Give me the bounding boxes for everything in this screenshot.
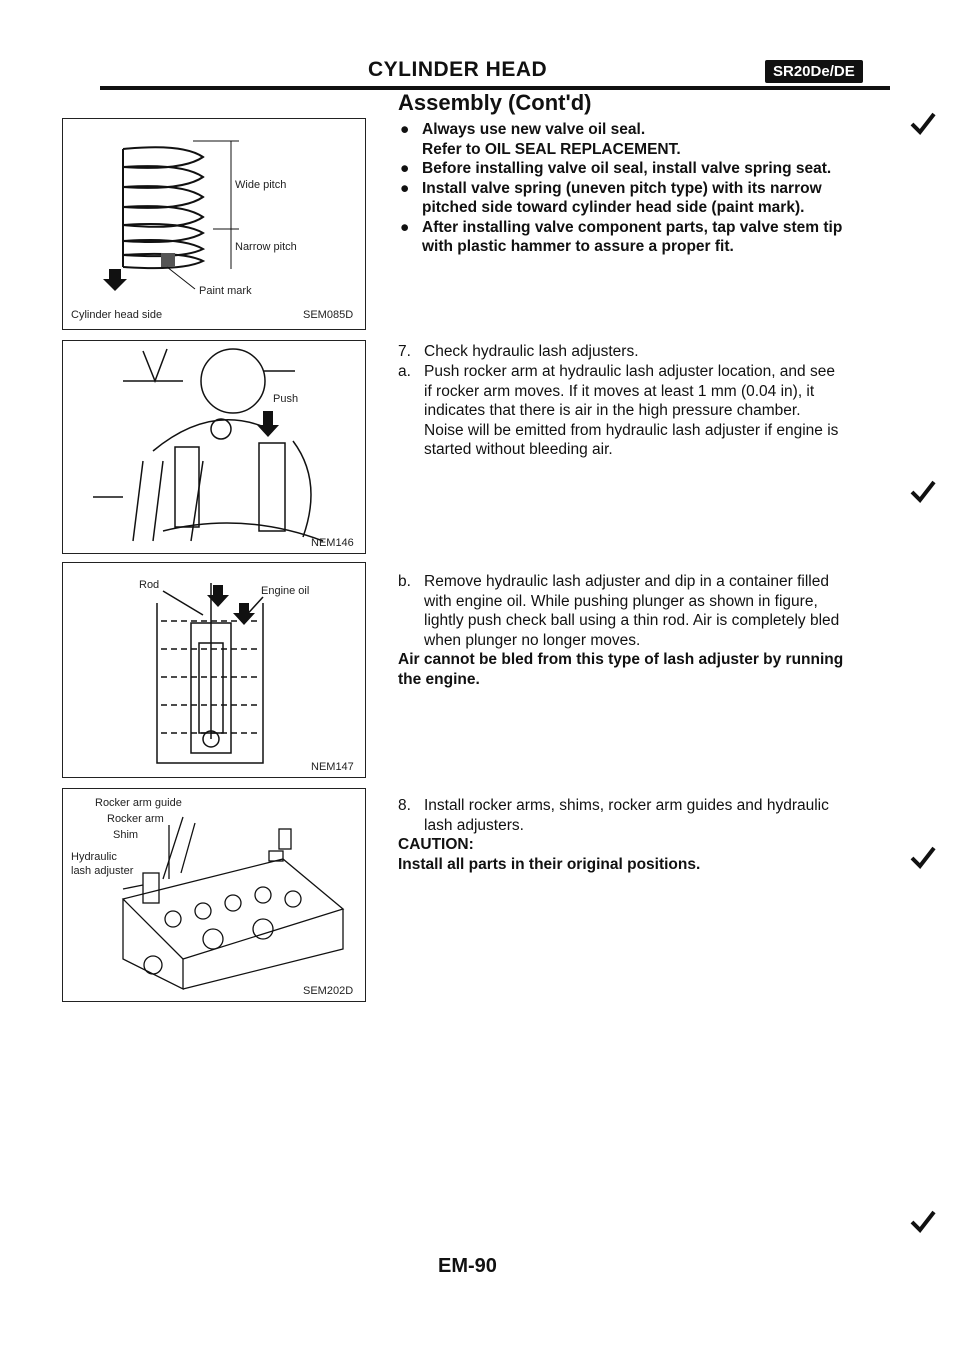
step-7b: b. Remove hydraulic lash adjuster and dip in a container filled with engine oil. While pushing plunger as shown in figure, lightly push check ball using a thin rod. Air is completely bled when plunger no longer moves. Air cannot be bled from this type of lash adjuster by running the engine. [398, 572, 888, 689]
bullet-item: ● After installing valve component parts, tap valve stem tip with plastic hammer to assure a proper fit. [400, 218, 843, 255]
caution-label: CAUTION: [398, 836, 474, 853]
bullet-item: ● Before installing valve oil seal, install valve spring seat. [400, 160, 832, 177]
step-number: 8. [398, 797, 411, 814]
label-wide-pitch: Wide pitch [235, 179, 287, 191]
figure-install-parts [62, 788, 366, 1002]
check-mark-icon [910, 112, 936, 136]
check-mark-icon [910, 480, 936, 504]
figure-bleed-adjuster [62, 562, 366, 778]
figure-valve-spring [62, 118, 366, 330]
figure-code: NEM146 [311, 537, 354, 549]
rocker-push-illustration [63, 341, 365, 553]
label-paint-mark: Paint mark [199, 285, 252, 297]
step-8: 8. Install rocker arms, shims, rocker arm guides and hydraulic lash adjusters. CAUTION: Install all parts in their original positions. [398, 796, 888, 874]
caution-text: Install all parts in their original positions. [398, 855, 701, 873]
label-engine-oil: Engine oil [261, 585, 310, 597]
step-7 [398, 342, 888, 362]
bleed-warning: Air cannot be bled from this type of lash adjuster by running [398, 651, 844, 668]
label-cylinder-head-side: Cylinder head side [71, 309, 163, 321]
step-number: b. [398, 573, 411, 590]
section-heading: Assembly (Cont'd) [398, 90, 592, 115]
label-hydraulic: Hydraulic [71, 851, 117, 863]
label-push: Push [273, 393, 299, 405]
label-lash-adjuster: lash adjuster [71, 865, 134, 877]
step-7a: a. Push rocker arm at hydraulic lash adjuster location, and see if rocker arm moves. If it moves at least 1 mm (0.04 in), it indicates that there is air in the high pressure chamber. Noise will be emitted from hydraulic lash adjuster if engine is started without bleeding air. [398, 363, 839, 458]
figure-code: SEM202D [303, 985, 354, 997]
label-shim: Shim [113, 829, 139, 841]
label-rod: Rod [139, 579, 160, 591]
engine-model-tag: SR20De/DE [765, 60, 863, 83]
step-number: 7. [398, 343, 411, 360]
step-number: a. [398, 363, 411, 380]
step-text: Check hydraulic lash adjusters. [424, 343, 639, 360]
bullet-dot: ● [400, 218, 410, 236]
bullet-item: ● Always use new valve oil seal. Refer to OIL SEAL REPLACEMENT. [400, 121, 681, 158]
page-number: EM-90 [438, 1255, 497, 1277]
check-mark-icon [910, 1210, 936, 1234]
bleed-warning: the engine. [398, 670, 480, 688]
figure-code: NEM147 [311, 761, 354, 773]
bullet-dot: ● [400, 160, 410, 177]
bullet-list [398, 120, 898, 257]
label-rocker-arm: Rocker arm [107, 813, 164, 825]
figure-rocker-push [62, 340, 366, 554]
valve-spring-illustration [63, 119, 365, 329]
figure-code: SEM085D [303, 309, 354, 321]
label-rocker-arm-guide: Rocker arm guide [95, 797, 182, 809]
page-title: CYLINDER HEAD [368, 58, 548, 81]
bullet-dot: ● [400, 179, 410, 197]
check-mark-icon [910, 846, 936, 870]
bullet-dot: ● [400, 121, 410, 138]
label-narrow-pitch: Narrow pitch [235, 241, 297, 253]
bleed-adjuster-illustration [63, 563, 365, 777]
bullet-item: ● Install valve spring (uneven pitch type) with its narrow pitched side toward cylinder head side (paint mark). [400, 179, 822, 216]
